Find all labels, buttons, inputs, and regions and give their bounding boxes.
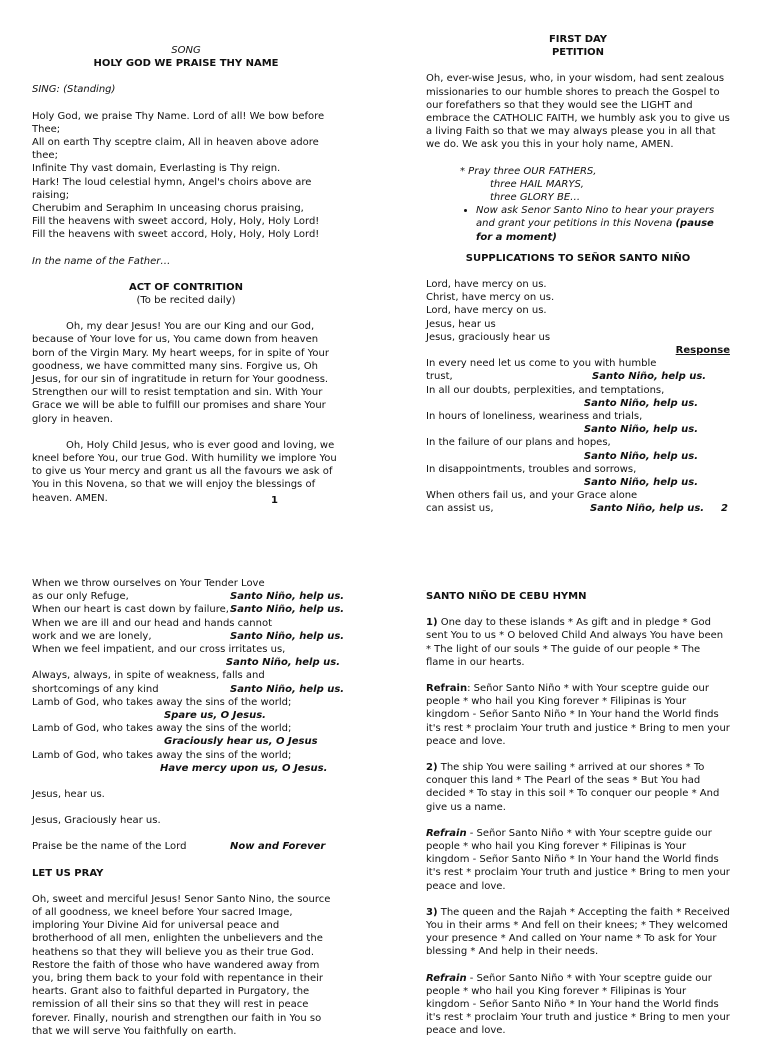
response-text: Santo Niño, help us. (583, 450, 698, 462)
contrition-paragraph-1: Oh, my dear Jesus! You are our King and our God, because of Your love for us, You came down from heaven born of the Virgin Mary. My heart weeps, for in spite of Your goodness, we have committed many sins. Forgive us, Oh Jesus, for our sin of ingratitude in return for Your goodness. Strengthen our will to resist temptation and sin. With Your Grace we will be able to fulfill our promises and share Your glory in heaven. (32, 321, 329, 425)
supplication-line: In the failure of our plans and hopes, (426, 437, 611, 449)
sing-note: SING: (Standing) (32, 84, 116, 96)
song-line: Fill the heavens with sweet accord, Holy, Holy, Holy Lord! (32, 216, 320, 228)
contrition-paragraph-2: Oh, Holy Child Jesus, who is ever good and loving, we kneel before You, our true God. With humility we implore You to give us Your mercy and grant us all the favours we ask of You in this Novena, so that we will enjoy the blessings of heaven. AMEN. (32, 439, 337, 504)
response-text: Santo Niño, help us. (583, 424, 698, 436)
praise-row: Praise be the name of the Lord Now and Forever (32, 841, 326, 853)
litany-line: Christ, have mercy on us. (426, 292, 555, 304)
hymn-verse-2: 2) The ship You were sailing * arrived at our shores * To conquer this land * The Pearl of the seas * But You had decided * To stay in this soil * To conquer our people * And give us a name. (426, 762, 720, 813)
hymn-refrain-2: Refrain - Señor Santo Niño * with Your sceptre guide our people * who hail you King forever * Filipinas is Your kingdom - Señor Santo Niño * In Your hand the World finds it's rest * proclaim Your truth and justice * Bring to men your peace and love. (426, 827, 730, 892)
response-text: Santo Niño, help us. (230, 683, 345, 695)
lamb-response: Spare us, O Jesus. (164, 709, 266, 721)
hymn-refrain-3: Refrain - Señor Santo Niño * with Your sceptre guide our people * who hail you King forever * Filipinas is Your kingdom - Señor Santo Niño * In Your hand the World finds it's rest * proclaim Your truth and justice * Bring to men your peace and love. (426, 972, 730, 1037)
petition-text: Oh, ever-wise Jesus, who, in your wisdom, had sent zealous missionaries to our humble shores to preach the Gospel to our forefathers so that they would see the LIGHT and embrace the CATHOLIC FAITH, we humbly ask you to give us a living Faith so that we may always please you in all that we do. We ask you this in your holy name, AMEN. (426, 73, 730, 151)
jesus-hear-line: Jesus, hear us. (32, 788, 105, 800)
page-3 (32, 577, 345, 1038)
jesus-graciously-line: Jesus, Graciously hear us. (32, 815, 161, 827)
lamb-response: Graciously hear us, O Jesus (164, 736, 318, 748)
hymn-title: SANTO NIÑO DE CEBU HYMN (426, 591, 587, 602)
instruction-list (426, 204, 730, 244)
litany-line: Jesus, hear us (426, 318, 496, 330)
response-text: Santo Niño, help us. (590, 503, 705, 515)
hymn-verse-1: 1) One day to these islands * As gift and in pledge * God sent You to us * O beloved Child And always You have been * The light of our souls * The guide of our people * The flame in our hearts. (426, 617, 724, 668)
response-text: Santo Niño, help us. (230, 630, 345, 642)
supplication-row: as our only Refuge, Santo Niño, help us. (32, 591, 345, 603)
supplication-line: When we feel impatient, and our cross irritates us, (32, 643, 286, 655)
song-line: Holy God, we praise Thy Name. Lord of all! We bow before Thee; (32, 110, 325, 135)
song-line: Cherubim and Seraphim In unceasing chorus praising, (32, 203, 304, 215)
contrition-title: ACT OF CONTRITION (128, 281, 244, 293)
day-title: FIRST DAY (548, 34, 608, 45)
pray-line: three GLORY BE… (490, 192, 581, 204)
supplication-line: In every need let us come to you with humble (426, 358, 657, 370)
supplication-line: In hours of loneliness, weariness and trials, (426, 411, 643, 423)
response-text: Santo Niño, help us. (583, 397, 698, 409)
supplications-title: SUPPLICATIONS TO SEÑOR SANTO NIÑO (465, 252, 691, 264)
supplication-line: When we are ill and our head and hands cannot (32, 617, 273, 629)
supplication-row: can assist us, Santo Niño, help us. 2 (426, 503, 728, 515)
petition-title: PETITION (551, 47, 605, 59)
supplication-row: trust, Santo Niño, help us. (426, 371, 707, 383)
supplication-line: When we throw ourselves on Your Tender Love (32, 578, 265, 589)
lamb-line: Lamb of God, who takes away the sins of the world; (32, 696, 292, 708)
litany-line: Jesus, graciously hear us (426, 331, 551, 343)
response-text: Santo Niño, help us. (230, 591, 345, 603)
song-line: Infinite Thy vast domain, Everlasting is Thy reign. (32, 163, 281, 175)
song-line: All on earth Thy sceptre claim, All in heaven above adore thee; (32, 137, 319, 162)
response-text: Santo Niño, help us. (225, 657, 340, 669)
page-4 (426, 590, 730, 1051)
lamb-response: Have mercy upon us, O Jesus. (160, 762, 328, 774)
praise-response: Now and Forever (230, 841, 326, 853)
let-us-pray-title: LET US PRAY (32, 867, 104, 879)
supplication-line: When others fail us, and your Grace alone (426, 490, 638, 502)
hymn-refrain-1: Refrain: Señor Santo Niño * with Your sceptre guide our people * who hail you King forever * Filipinas is Your kingdom - Señor Santo Niño * In Your hand the World finds it's rest * proclaim Your truth and justice * Bring to men your peace and love. (426, 683, 730, 747)
supplication-row: work and we are lonely, Santo Niño, help us. (32, 630, 345, 642)
pray-line: * Pray three OUR FATHERS, (460, 165, 597, 177)
contrition-subtitle: (To be recited daily) (136, 295, 236, 307)
page-number-1: 1 (271, 495, 278, 506)
supplication-row: When our heart is cast down by failure, Santo Niño, help us. (32, 604, 345, 616)
song-label: SONG (171, 45, 201, 56)
hymn-verse-3: 3) The queen and the Rajah * Accepting the faith * Received You in their arms * And fell on their knees; * They welcomed your presence * And called on Your name * To ask for Your blessing * And help in their needs. (426, 906, 730, 958)
page-number-2: 2 (721, 503, 728, 515)
song-line: Fill the heavens with sweet accord, Holy, Holy, Holy Lord! (32, 229, 320, 241)
response-text: Santo Niño, help us. (230, 604, 345, 616)
in-the-name-line: In the name of the Father… (32, 255, 171, 267)
lamb-line: Lamb of God, who takes away the sins of the world; (32, 749, 292, 761)
song-lyrics (32, 110, 340, 242)
supplication-list (426, 357, 730, 515)
litany-line: Lord, have mercy on us. (426, 279, 547, 291)
closing-prayer: Oh, sweet and merciful Jesus! Senor Santo Nino, the source of all goodness, we kneel before Your sacred Image, imploring Your Divine Aid for universal peace and brotherhood of all men, enlighten the unbelievers and the heathens so that they will believe you as their true God. Restore the faith of those who have wandered away from you, bring them back to your fold with repentance in their hearts. Grant also to faithful departed in Purgatory, the remission of all their sins so that they will rest in peace forever. Finally, nourish and strengthen our faith in You so that we will serve You faithfully on earth. (32, 893, 331, 1037)
pray-line: three HAIL MARYS, (490, 178, 584, 190)
page-1 (32, 44, 340, 505)
instruction-bullet: • Now ask Senor Santo Nino to hear your prayers and grant your petitions in this Novena (pause for a moment) (476, 204, 730, 244)
supplication-line: In all our doubts, perplexities, and temptations, (426, 384, 665, 396)
song-line: Hark! The loud celestial hymn, Angel's choirs above are raising; (32, 176, 312, 201)
pray-instructions (460, 165, 730, 205)
supplication-line: Always, always, in spite of weakness, falls and (32, 670, 265, 682)
litany-line: Lord, have mercy on us. (426, 305, 547, 317)
song-title: HOLY GOD WE PRAISE THY NAME (93, 58, 279, 70)
litany (426, 278, 730, 344)
supplication-row: shortcomings of any kind Santo Niño, help us. (32, 683, 345, 695)
lamb-line: Lamb of God, who takes away the sins of the world; (32, 723, 292, 735)
supplication-line: In disappointments, troubles and sorrows, (426, 463, 637, 475)
response-text: Santo Niño, help us. (592, 371, 707, 383)
response-text: Santo Niño, help us. (583, 477, 698, 489)
page-2 (426, 33, 730, 516)
response-label: Response (675, 345, 730, 357)
